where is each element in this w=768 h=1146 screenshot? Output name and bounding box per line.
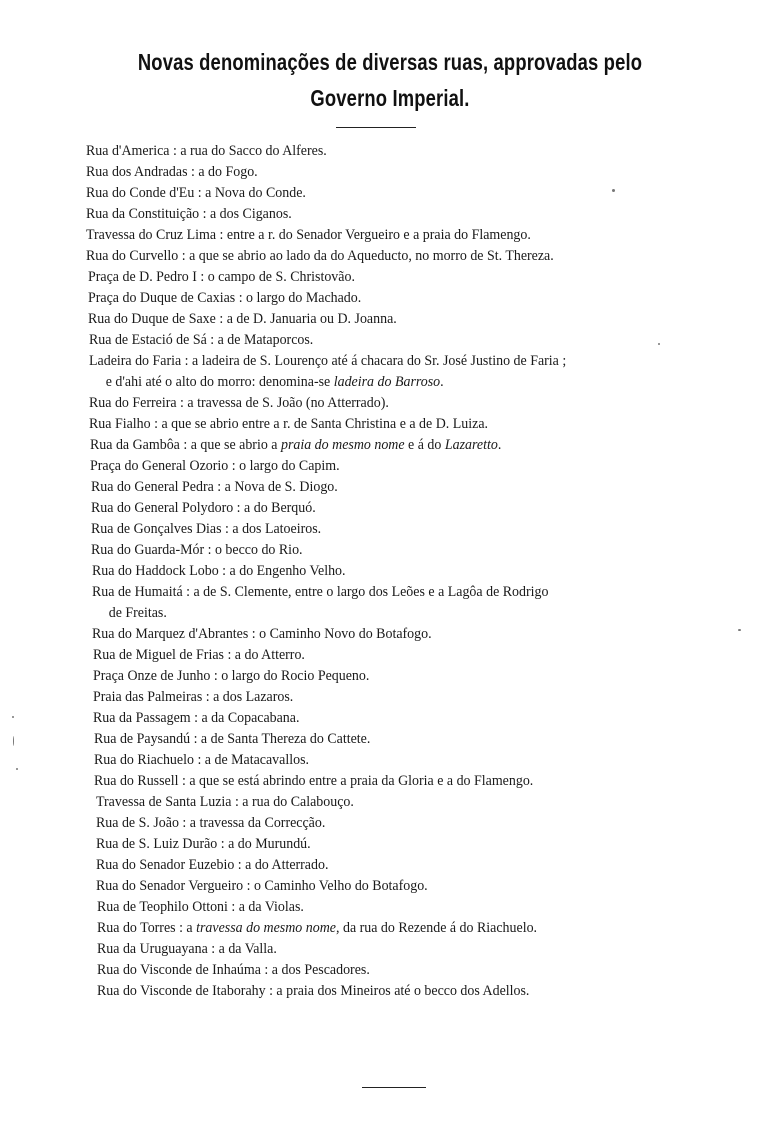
street-entry: Rua d'America : a rua do Sacco do Alferes.: [86, 143, 327, 159]
scan-speck: [658, 343, 660, 345]
page-title: [126, 44, 654, 116]
title-line-2: Governo Imperial.: [310, 85, 470, 111]
street-entry: Rua de Teophilo Ottoni : a da Violas.: [97, 899, 304, 915]
street-entry: Rua do Senador Vergueiro : o Caminho Velho do Botafogo.: [96, 878, 428, 894]
street-entry: Travessa do Cruz Lima : entre a r. do Senador Vergueiro e a praia do Flamengo.: [86, 227, 531, 243]
street-entry: Praia das Palmeiras : a dos Lazaros.: [93, 689, 294, 705]
street-entry: Rua do Senador Euzebio : a do Atterrado.: [96, 857, 329, 873]
scan-speck: [738, 629, 741, 631]
street-entry: Rua da Uruguayana : a da Valla.: [97, 941, 277, 957]
street-entry: Rua da Gambôa : a que se abrio a praia do mesmo nome e á do Lazaretto.: [90, 437, 502, 453]
street-entry: Ladeira do Faria : a ladeira de S. Lourenço até á chacara do Sr. José Justino de Faria ; e d'ahi até o alto do morro: denomina-se ladeira do Barroso.: [89, 353, 567, 390]
street-entry: Rua de S. João : a travessa da Correcção.: [96, 815, 326, 831]
scan-speck: [612, 189, 615, 192]
title-line-1: Novas denominações de diversas ruas, approvadas pelo: [137, 49, 643, 75]
street-entry: Rua de Paysandú : a de Santa Thereza do Cattete.: [94, 731, 371, 747]
street-entry: Praça de D. Pedro I : o campo de S. Christovão.: [88, 269, 355, 285]
street-entry: Rua do General Polydoro : a do Berquó.: [91, 500, 316, 516]
street-entry: Rua dos Andradas : a do Fogo.: [86, 164, 258, 180]
street-entry: Rua de Humaitá : a de S. Clemente, entre o largo dos Leões e a Lagôa de Rodrigo de Freitas.: [92, 584, 549, 621]
street-entry: Rua de S. Luiz Durão : a do Murundú.: [96, 836, 311, 852]
street-entry: Rua do Torres : a travessa do mesmo nome, da rua do Rezende á do Riachuelo.: [97, 920, 538, 936]
street-entry: Rua do Visconde de Inhaúma : a dos Pescadores.: [97, 962, 370, 978]
scan-speck: [16, 768, 18, 770]
street-entry: Rua do Riachuelo : a de Matacavallos.: [94, 752, 310, 768]
street-entry: Rua do Marquez d'Abrantes : o Caminho Novo do Botafogo.: [92, 626, 432, 642]
street-entry: Rua do Haddock Lobo : a do Engenho Velho.: [92, 563, 346, 579]
street-entry: Travessa de Santa Luzia : a rua do Calabouço.: [96, 794, 354, 810]
street-entry: Rua de Estació de Sá : a de Mataporcos.: [89, 332, 314, 348]
street-entry: Rua do Ferreira : a travessa de S. João (no Atterrado).: [89, 395, 389, 411]
street-entry: Rua Fialho : a que se abrio entre a r. de Santa Christina e a de D. Luiza.: [89, 416, 488, 432]
street-entry: Rua do Duque de Saxe : a de D. Januaria ou D. Joanna.: [88, 311, 397, 327]
street-entry: Rua do Curvello : a que se abrio ao lado da do Aqueducto, no morro de St. Thereza.: [86, 248, 554, 264]
street-entry: Praça do General Ozorio : o largo do Capim.: [90, 458, 340, 474]
end-divider: [362, 1087, 426, 1088]
street-entry: Praça Onze de Junho : o largo do Rocio Pequeno.: [93, 668, 370, 684]
scan-speck: [13, 736, 14, 746]
street-entry: Rua do Visconde de Itaborahy : a praia dos Mineiros até o becco dos Adellos.: [97, 983, 530, 999]
scan-speck: [12, 716, 14, 718]
street-entry: Rua de Miguel de Frias : a do Atterro.: [93, 647, 305, 663]
street-entry: Rua do General Pedra : a Nova de S. Diogo.: [91, 479, 338, 495]
street-entry: Rua da Constituição : a dos Ciganos.: [86, 206, 292, 222]
street-entry: Praça do Duque de Caxias : o largo do Machado.: [88, 290, 362, 306]
street-entry: Rua do Guarda-Mór : o becco do Rio.: [91, 542, 303, 558]
street-list: [0, 141, 768, 1002]
street-entry: Rua da Passagem : a da Copacabana.: [93, 710, 300, 726]
street-entry: Rua de Gonçalves Dias : a dos Latoeiros.: [91, 521, 322, 537]
title-divider: [336, 127, 416, 128]
street-entry: Rua do Conde d'Eu : a Nova do Conde.: [86, 185, 306, 201]
street-entry: Rua do Russell : a que se está abrindo entre a praia da Gloria e a do Flamengo.: [94, 773, 534, 789]
